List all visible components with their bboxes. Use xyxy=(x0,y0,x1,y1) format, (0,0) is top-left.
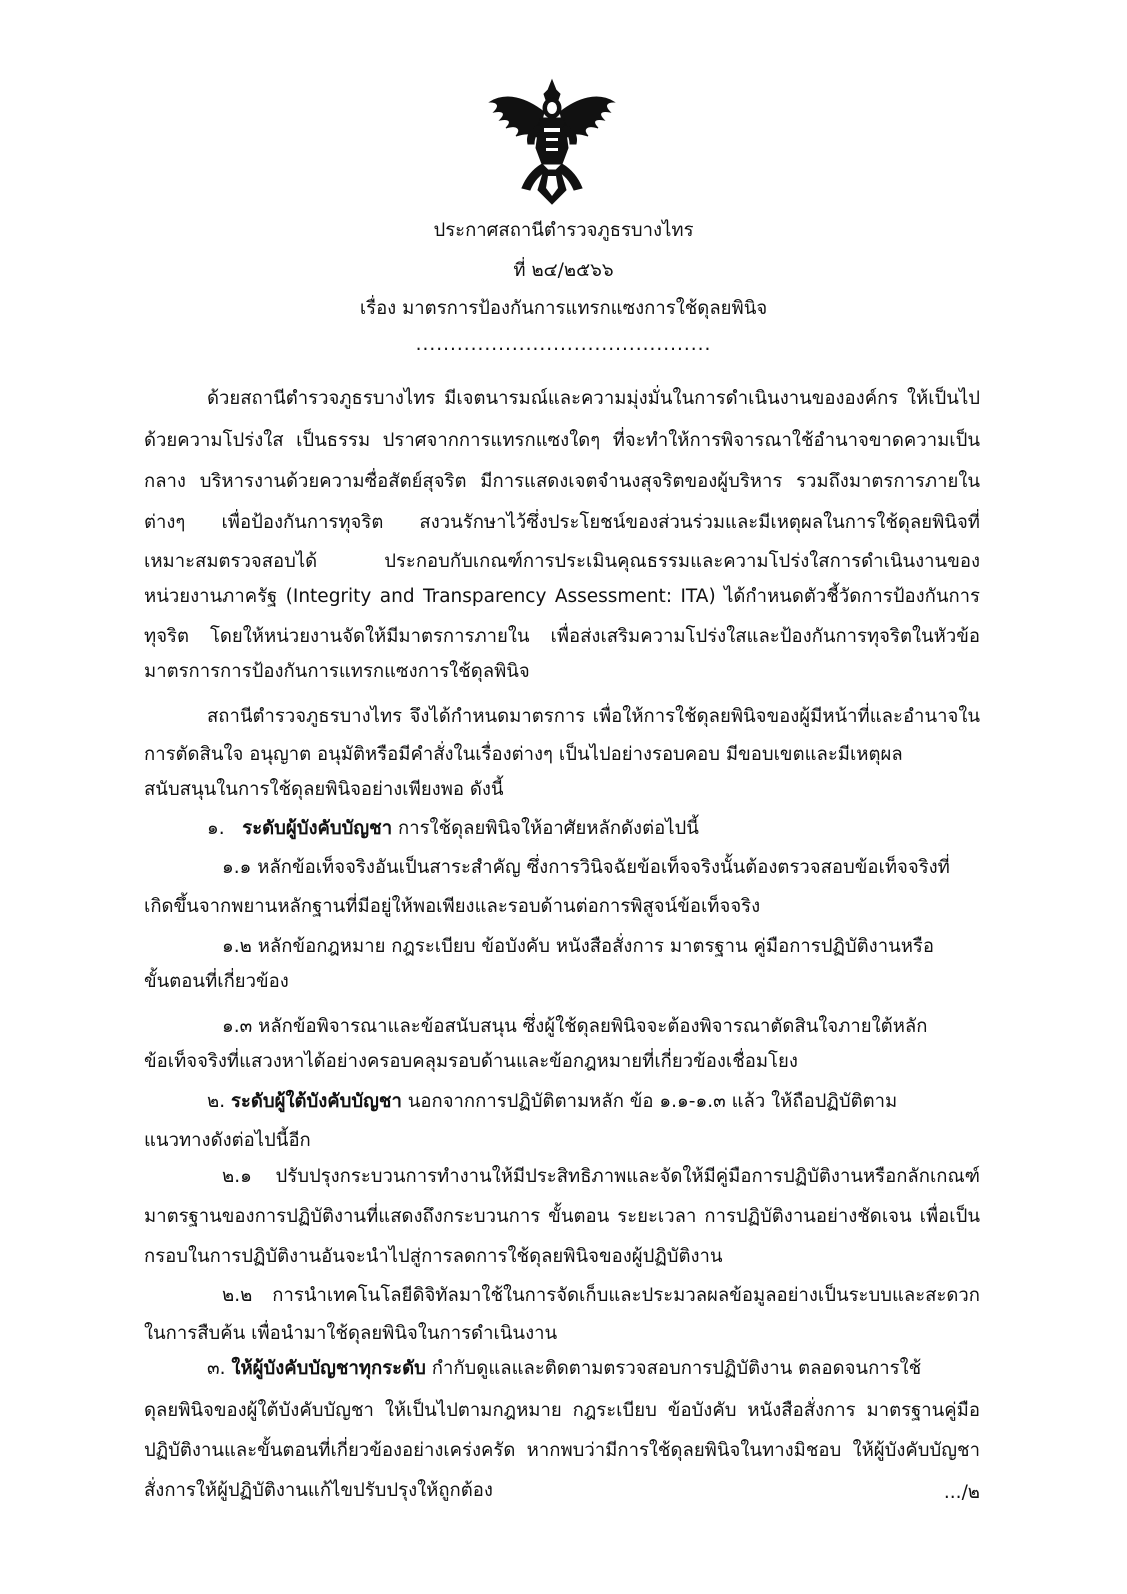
section-text: นอกจากการปฏิบัติตามหลัก ข้อ ๑.๑-๑.๓ แล้ว ให้ถือปฏิบัติตาม xyxy=(407,1091,898,1112)
item-1-3-line: ข้อเท็จจริงที่แสวงหาได้อย่างครอบคลุมรอบด้านและข้อกฎหมายที่เกี่ยวข้องเชื่อมโยง xyxy=(144,1051,798,1072)
section-number: ๓. xyxy=(207,1358,226,1379)
announcement-title: ประกาศสถานีตำรวจภูธรบางไทร xyxy=(433,220,694,241)
section-title: ให้ผู้บังคับบัญชาทุกระดับ xyxy=(231,1358,426,1379)
section-3-line: ปฏิบัติงานและขั้นตอนที่เกี่ยวข้องอย่างเคร่งครัด หากพบว่ามีการใช้ดุลยพินิจในทางมิชอบ ให้ผู้บังคับบัญชา xyxy=(144,1440,980,1461)
intro-line: หน่วยงานภาครัฐ (Integrity and Transparency Assessment: ITA) ได้กำหนดตัวชี้วัดการป้องกันการ xyxy=(144,586,980,607)
para2-line: สนับสนุนในการใช้ดุลยพินิจอย่างเพียงพอ ดังนี้ xyxy=(144,779,504,800)
item-2-2-line: ๒.๒ การนำเทคโนโลยีดิจิทัลมาใช้ในการจัดเก็บและประมวลผลข้อมูลอย่างเป็นระบบและสะดวก xyxy=(222,1285,980,1306)
item-1-2-line: ๑.๒ หลักข้อกฎหมาย กฎระเบียบ ข้อบังคับ หนังสือสั่งการ มาตรฐาน คู่มือการปฏิบัติงานหรือ xyxy=(222,936,934,957)
intro-line: ทุจริต โดยให้หน่วยงานจัดให้มีมาตรการภายใน เพื่อส่งเสริมความโปร่งใสและป้องกันการทุจริตในหัวข้อ xyxy=(144,626,980,647)
section-title: ระดับผู้ใต้บังคับบัญชา xyxy=(230,1091,402,1112)
announcement-number: ที่ ๒๔/๒๕๖๖ xyxy=(513,260,614,281)
section-2-heading xyxy=(207,1089,980,1115)
item-2-2-line: ในการสืบค้น เพื่อนำมาใช้ดุลยพินิจในการดำเนินงาน xyxy=(144,1323,558,1344)
section-3-line: ดุลยพินิจของผู้ใต้บังคับบัญชา ให้เป็นไปตามกฎหมาย กฎระเบียบ ข้อบังคับ หนังสือสั่งการ มาตรฐานคู่มือ xyxy=(144,1400,980,1421)
announcement-subject: เรื่อง มาตรการป้องกันการแทรกแซงการใช้ดุลยพินิจ xyxy=(359,298,768,319)
item-2-1-line: ๒.๑ ปรับปรุงกระบวนการทำงานให้มีประสิทธิภาพและจัดให้มีคู่มือการปฏิบัติงานหรือกลักเกณฑ์ xyxy=(222,1166,980,1187)
para2-line: สถานีตำรวจภูธรบางไทร จึงได้กำหนดมาตรการ เพื่อให้การใช้ดุลยพินิจของผู้มีหน้าที่และอำนาจใน xyxy=(207,706,980,727)
section-text: กำกับดูแลและติดตามตรวจสอบการปฏิบัติงาน ตลอดจนการใช้ xyxy=(431,1358,922,1379)
separator-line: ........................................... xyxy=(415,334,712,355)
page-continuation-marker: .../๒ xyxy=(943,1482,980,1503)
intro-line: กลาง บริหารงานด้วยความซื่อสัตย์สุจริต มีการแสดงเจตจำนงสุจริตของผู้บริหาร รวมถึงมาตรการภายใน xyxy=(144,471,980,492)
section-3-line: สั่งการให้ผู้ปฏิบัติงานแก้ไขปรับปรุงให้ถูกต้อง xyxy=(144,1480,493,1501)
item-1-1-line: ๑.๑ หลักข้อเท็จจริงอันเป็นสาระสำคัญ ซึ่งการวินิจฉัยข้อเท็จจริงนั้นต้องตรวจสอบข้อเท็จจริงที่ xyxy=(222,857,950,878)
section-title: ระดับผู้บังคับบัญชา xyxy=(242,818,393,839)
intro-line: ต่างๆ เพื่อป้องกันการทุจริต สงวนรักษาไว้ซึ่งประโยชน์ของส่วนร่วมและมีเหตุผลในการใช้ดุลยพินิจที่ xyxy=(144,512,980,533)
intro-line: เหมาะสมตรวจสอบได้ ประกอบกับเกณฑ์การประเมินคุณธรรมและความโปร่งใสการดำเนินงานของ xyxy=(144,551,980,572)
item-1-3-line: ๑.๓ หลักข้อพิจารณาและข้อสนับสนุน ซึ่งผู้ใช้ดุลยพินิจจะต้องพิจารณาตัดสินใจภายใต้หลัก xyxy=(222,1016,928,1037)
item-2-1-line: มาตรฐานของการปฏิบัติงานที่แสดงถึงกระบวนการ ขั้นตอน ระยะเวลา การปฏิบัติงานอย่างชัดเจน เพื่อเป็น xyxy=(144,1206,980,1227)
section-2-continuation: แนวทางดังต่อไปนี้อีก xyxy=(144,1130,311,1151)
para2-line: การตัดสินใจ อนุญาต อนุมัติหรือมีคำสั่งในเรื่องต่างๆ เป็นไปอย่างรอบคอบ มีขอบเขตและมีเหตุผล xyxy=(144,744,903,765)
item-1-1-line: เกิดขึ้นจากพยานหลักฐานที่มีอยู่ให้พอเพียงและรอบด้านต่อการพิสูจน์ข้อเท็จจริง xyxy=(144,896,761,917)
section-text: การใช้ดุลยพินิจให้อาศัยหลักดังต่อไปนี้ xyxy=(398,818,699,839)
intro-line: ด้วยสถานีตำรวจภูธรบางไทร มีเจตนารมณ์และความมุ่งมั่นในการดำเนินงานขององค์กร ให้เป็นไป xyxy=(207,388,980,409)
intro-line: มาตรการการป้องกันการแทรกแซงการใช้ดุลพินิจ xyxy=(144,661,530,682)
item-2-1-line: กรอบในการปฏิบัติงานอันจะนำไปสู่การลดการใช้ดุลยพินิจของผู้ปฏิบัติงาน xyxy=(144,1246,723,1267)
section-number: ๑. xyxy=(207,818,225,839)
item-1-2-line: ขั้นตอนที่เกี่ยวข้อง xyxy=(144,971,289,992)
intro-line: ด้วยความโปร่งใส เป็นธรรม ปราศจากการแทรกแซงใดๆ ที่จะทำให้การพิจารณาใช้อำนาจขาดความเป็น xyxy=(144,430,980,451)
garuda-emblem-icon xyxy=(486,78,618,206)
section-1-heading xyxy=(207,816,980,842)
section-number: ๒. xyxy=(207,1091,226,1112)
section-3-heading xyxy=(207,1356,980,1382)
